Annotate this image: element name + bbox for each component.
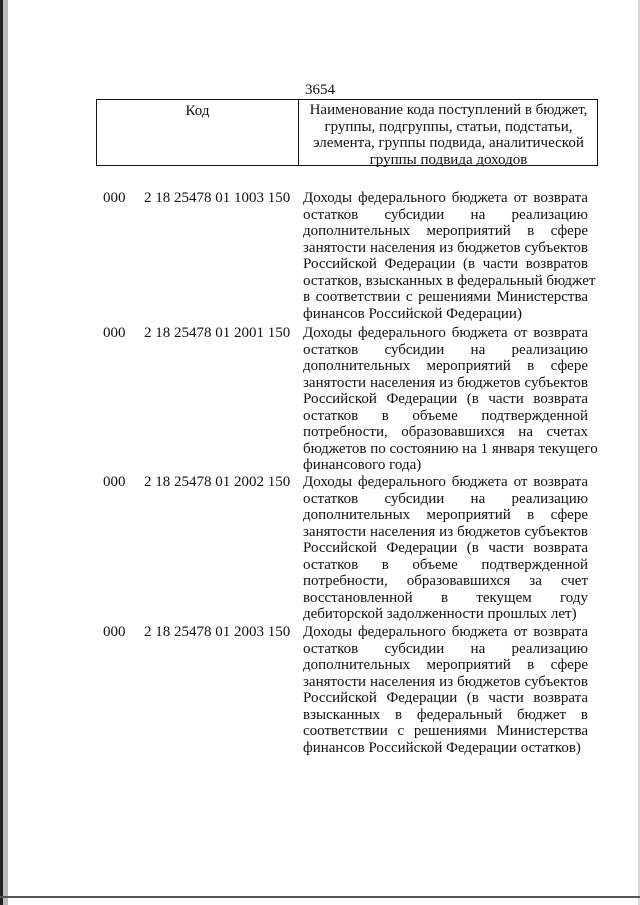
row-description [303,325,598,474]
header-name-line: Наименование кода поступлений в бюджет, [309,102,588,118]
header-name-line: группы, подгруппы, статьи, подстатьи, [324,118,573,135]
row-description-line: соответствии с решениями Министерства [303,723,588,739]
scan-left-shadow [3,0,8,905]
header-name-line: группы подвида доходов [369,151,528,168]
row-description-line: занятости населения из бюджетов субъектов [303,374,588,391]
row-description [303,624,588,756]
row-description-line: Доходы федерального бюджета от возврата [303,624,588,640]
row-description-line: бюджетов по состоянию на 1 января текущего [303,440,598,457]
scan-bottom-border [0,896,640,898]
row-description-line: занятости населения из бюджетов субъектов [303,673,588,690]
row-admin-code: 000 [103,474,126,490]
row-description-line: занятости населения из бюджетов субъектов [303,239,588,256]
row-description-line: Доходы федерального бюджета от возврата [303,325,588,341]
row-description-line: потребности, образовавшихся на счетах [303,424,588,440]
row-description [303,190,596,322]
row-description-line: дебиторской задолженности прошлых лет) [303,606,577,622]
row-budget-code: 2 18 25478 01 2003 150 [144,624,291,640]
row-description-line: Российской Федерации (в части возвратов [303,256,588,272]
row-description-line: потребности, образовавшихся за счет [303,573,588,589]
row-budget-code: 2 18 25478 01 2002 150 [144,474,291,490]
row-description [303,474,588,623]
row-description-line: Российской Федерации (в части возврата [303,391,588,407]
row-description-line: остатков в объеме подтвержденной [303,407,588,424]
row-admin-code: 000 [103,190,126,206]
header-name-line: элемента, группы подвида, аналитической [313,135,584,151]
row-description-line: дополнительных мероприятий в сфере [303,507,588,523]
row-description-line: дополнительных мероприятий в сфере [303,223,588,239]
table-header [96,99,598,166]
row-description-line: восстановленной в текущем году [303,589,588,606]
row-description-line: Доходы федерального бюджета от возврата [303,474,588,490]
row-description-line: остатков субсидии на реализацию [303,640,588,657]
row-description-line: финансов Российской Федерации) [303,305,522,322]
header-name-label [299,102,598,168]
row-description-line: в соответствии с решениями Министерства [303,289,588,305]
row-description-line: остатков субсидии на реализацию [303,490,588,507]
row-description-line: финансов Российской Федерации остатков) [303,739,581,756]
row-description-line: остатков, взысканных в федеральный бюджет [303,272,596,289]
row-description-line: взысканных в федеральный бюджет в [303,706,588,723]
page-number: 3654 [305,82,335,98]
row-description-line: остатков в объеме подтвержденной [303,556,588,573]
row-description-line: Российской Федерации (в части возврата [303,540,588,556]
row-budget-code: 2 18 25478 01 1003 150 [144,190,291,206]
row-description-line: дополнительных мероприятий в сфере [303,358,588,374]
row-description-line: Российской Федерации (в части возврата [303,690,588,706]
row-description-line: Доходы федерального бюджета от возврата [303,190,588,206]
row-description-line: остатков субсидии на реализацию [303,341,588,358]
row-description-line: финансового года) [303,457,422,473]
row-admin-code: 000 [103,624,126,640]
row-description-line: остатков субсидии на реализацию [303,206,588,223]
row-admin-code: 000 [103,325,126,341]
header-code-label: Код [185,103,210,119]
row-description-line: дополнительных мероприятий в сфере [303,657,588,673]
row-budget-code: 2 18 25478 01 2001 150 [144,325,291,341]
row-description-line: занятости населения из бюджетов субъектов [303,523,588,540]
